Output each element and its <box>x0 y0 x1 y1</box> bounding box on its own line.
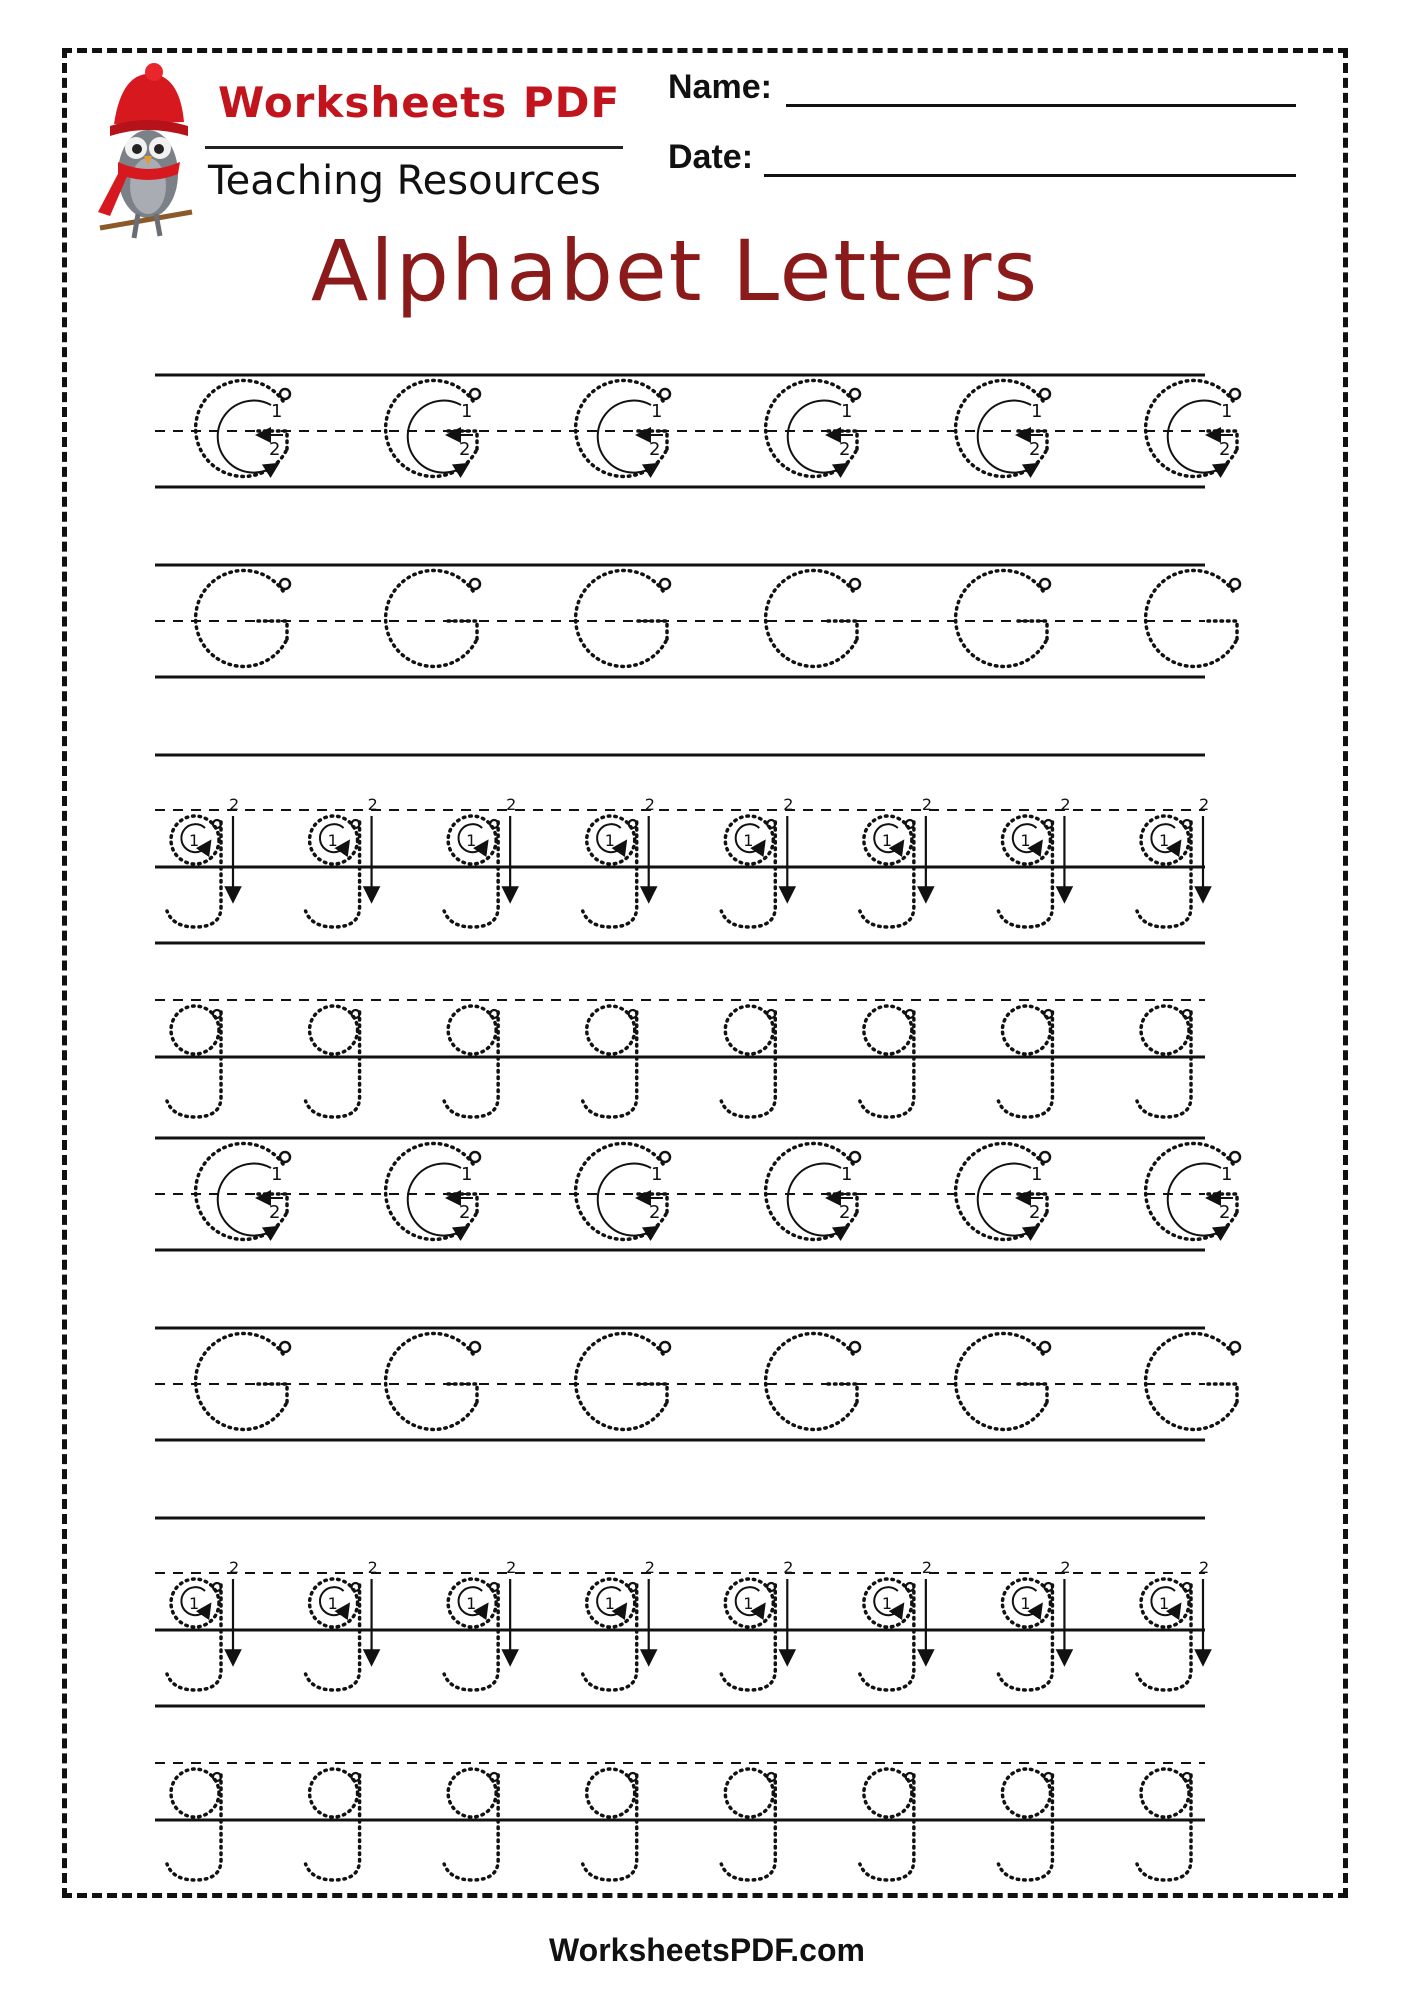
stroke-number-label: 2 <box>229 795 240 814</box>
stroke-number-label: 1 <box>1221 1164 1233 1185</box>
letter-g-upper <box>196 570 287 666</box>
letter-g-upper <box>576 570 667 666</box>
letter-g-upper-bar <box>447 621 477 639</box>
stroke-number-label: 1 <box>327 831 338 850</box>
letter-g-lower-stem <box>444 1775 498 1880</box>
letter-g-lower-stem <box>306 1012 360 1117</box>
letter-g-upper-bar <box>637 1384 667 1402</box>
start-dot-icon <box>280 1152 290 1162</box>
stroke-arrow-icon <box>1168 401 1223 473</box>
letter-g-upper <box>386 1333 477 1429</box>
stroke-number-label: 1 <box>604 831 615 850</box>
stroke-number-label: 2 <box>506 795 517 814</box>
stroke-arrow-icon <box>408 1164 463 1236</box>
stroke-number-label: 2 <box>1029 1202 1041 1223</box>
letter-g-upper <box>1146 1333 1237 1429</box>
letter-g-upper <box>576 1333 667 1429</box>
stroke-number-label: 2 <box>367 795 378 814</box>
letter-g-lower-stem <box>167 1775 221 1880</box>
page-title: Alphabet Letters <box>310 222 1040 320</box>
letter-g-lower-bowl <box>1002 1006 1050 1054</box>
letter-g-upper-bar <box>1017 1384 1047 1402</box>
letter-g-upper <box>956 1333 1047 1429</box>
stroke-number-label: 1 <box>461 401 473 422</box>
stroke-number-label: 1 <box>841 1164 853 1185</box>
letter-g-lower-stem <box>583 1775 637 1880</box>
letter-g-upper <box>386 380 477 476</box>
stroke-number-label: 2 <box>506 1558 517 1577</box>
letter-g-lower-stem <box>444 1012 498 1117</box>
footer-url: WorksheetsPDF.com <box>549 1932 865 1968</box>
start-dot-icon <box>280 389 290 399</box>
brand-subtitle: Teaching Resources <box>208 158 601 204</box>
start-dot-icon <box>1040 579 1050 589</box>
letter-g-lower-bowl <box>448 1006 496 1054</box>
stroke-arrow-icon <box>598 401 653 473</box>
stroke-arrow-icon <box>978 1164 1033 1236</box>
stroke-number-label: 2 <box>1199 1558 1210 1577</box>
letter-g-upper-bar <box>827 1384 857 1402</box>
stroke-number-label: 1 <box>651 401 663 422</box>
stroke-number-label: 2 <box>269 439 281 460</box>
stroke-number-label: 2 <box>269 1202 281 1223</box>
letter-g-lower-bowl <box>864 1006 912 1054</box>
start-dot-icon <box>850 389 860 399</box>
stroke-number-label: 2 <box>783 795 794 814</box>
stroke-number-label: 2 <box>1199 795 1210 814</box>
letter-g-lower-stem <box>721 1775 775 1880</box>
stroke-number-label: 2 <box>1219 439 1231 460</box>
start-dot-icon <box>1040 389 1050 399</box>
start-dot-icon <box>1230 1152 1240 1162</box>
stroke-number-label: 2 <box>459 1202 471 1223</box>
brand-title: Worksheets PDF <box>218 78 621 127</box>
start-dot-icon <box>1040 1342 1050 1352</box>
letter-g-lower-stem <box>998 1012 1052 1117</box>
letter-g-lower-bowl <box>448 1769 496 1817</box>
letter-g-lower-bowl <box>171 1006 219 1054</box>
stroke-number-label: 1 <box>189 1594 200 1613</box>
start-dot-icon <box>850 579 860 589</box>
stroke-number-label: 1 <box>1159 1594 1170 1613</box>
stroke-number-label: 1 <box>743 1594 754 1613</box>
letter-g-upper-bar <box>257 621 287 639</box>
stroke-number-label: 2 <box>1219 1202 1231 1223</box>
letter-g-upper <box>576 1143 667 1239</box>
start-dot-icon <box>1230 579 1240 589</box>
stroke-number-label: 2 <box>1029 439 1041 460</box>
start-dot-icon <box>470 579 480 589</box>
letter-g-lower-stem <box>860 1775 914 1880</box>
stroke-number-label: 2 <box>839 439 851 460</box>
stroke-number-label: 1 <box>841 401 853 422</box>
start-dot-icon <box>660 1152 670 1162</box>
letter-g-lower-stem <box>306 1775 360 1880</box>
letter-g-upper <box>766 380 857 476</box>
stroke-arrow-icon <box>598 1164 653 1236</box>
letter-g-upper <box>1146 1143 1237 1239</box>
letter-g-upper <box>766 1333 857 1429</box>
letter-g-lower-bowl <box>864 1769 912 1817</box>
start-dot-icon <box>1230 1342 1240 1352</box>
letter-g-upper <box>576 380 667 476</box>
letter-g-lower-bowl <box>725 1769 773 1817</box>
stroke-number-label: 1 <box>189 831 200 850</box>
letter-g-upper-bar <box>1017 621 1047 639</box>
stroke-number-label: 1 <box>461 1164 473 1185</box>
start-dot-icon <box>470 389 480 399</box>
stroke-number-label: 2 <box>229 1558 240 1577</box>
start-dot-icon <box>280 1342 290 1352</box>
stroke-number-label: 1 <box>1031 401 1043 422</box>
letter-g-lower-bowl <box>1141 1769 1189 1817</box>
stroke-number-label: 1 <box>743 831 754 850</box>
start-dot-icon <box>1040 1152 1050 1162</box>
stroke-number-label: 2 <box>644 795 655 814</box>
letter-g-lower-stem <box>998 1775 1052 1880</box>
letter-g-upper <box>766 570 857 666</box>
letter-g-lower-stem <box>1137 1775 1191 1880</box>
stroke-number-label: 1 <box>604 1594 615 1613</box>
stroke-number-label: 2 <box>1060 1558 1071 1577</box>
start-dot-icon <box>660 1342 670 1352</box>
stroke-number-label: 1 <box>1020 1594 1031 1613</box>
stroke-number-label: 2 <box>459 439 471 460</box>
stroke-arrow-icon <box>218 401 273 473</box>
stroke-number-label: 2 <box>644 1558 655 1577</box>
letter-g-lower-bowl <box>310 1006 358 1054</box>
stroke-arrow-icon <box>788 401 843 473</box>
start-dot-icon <box>660 389 670 399</box>
letter-g-upper <box>1146 380 1237 476</box>
stroke-number-label: 2 <box>839 1202 851 1223</box>
letter-g-upper <box>956 380 1047 476</box>
letter-g-upper <box>386 570 477 666</box>
letter-g-lower-bowl <box>725 1006 773 1054</box>
start-dot-icon <box>850 1342 860 1352</box>
stroke-arrow-icon <box>218 1164 273 1236</box>
stroke-number-label: 2 <box>921 795 933 814</box>
name-label: Name: <box>668 68 772 106</box>
start-dot-icon <box>280 579 290 589</box>
stroke-number-label: 1 <box>881 831 893 850</box>
letter-g-upper <box>196 380 287 476</box>
date-label: Date: <box>668 138 754 176</box>
stroke-number-label: 1 <box>881 1594 893 1613</box>
start-dot-icon <box>1230 389 1240 399</box>
letter-g-lower-stem <box>1137 1012 1191 1117</box>
stroke-number-label: 1 <box>466 1594 477 1613</box>
stroke-number-label: 1 <box>327 1594 338 1613</box>
letter-g-lower-stem <box>721 1012 775 1117</box>
letter-g-upper-bar <box>257 1384 287 1402</box>
start-dot-icon <box>850 1152 860 1162</box>
start-dot-icon <box>660 579 670 589</box>
letter-g-upper-bar <box>447 1384 477 1402</box>
letter-g-upper <box>1146 570 1237 666</box>
letter-g-upper-bar <box>1207 1384 1237 1402</box>
letter-g-upper <box>386 1143 477 1239</box>
letter-g-lower-bowl <box>1141 1006 1189 1054</box>
letter-g-upper-bar <box>637 621 667 639</box>
letter-g-upper <box>956 1143 1047 1239</box>
stroke-number-label: 1 <box>466 831 477 850</box>
letter-g-upper-bar <box>1207 621 1237 639</box>
stroke-number-label: 2 <box>783 1558 794 1577</box>
letter-g-upper <box>766 1143 857 1239</box>
stroke-number-label: 1 <box>1020 831 1031 850</box>
stroke-number-label: 1 <box>271 1164 283 1185</box>
letter-g-lower-bowl <box>587 1006 635 1054</box>
stroke-number-label: 2 <box>367 1558 378 1577</box>
letter-g-lower-bowl <box>587 1769 635 1817</box>
stroke-number-label: 2 <box>649 1202 661 1223</box>
start-dot-icon <box>470 1342 480 1352</box>
letter-g-upper <box>956 570 1047 666</box>
stroke-number-label: 1 <box>1221 401 1233 422</box>
stroke-arrow-icon <box>408 401 463 473</box>
stroke-number-label: 1 <box>1159 831 1170 850</box>
letter-g-lower-stem <box>167 1012 221 1117</box>
stroke-arrow-icon <box>788 1164 843 1236</box>
letter-g-lower-bowl <box>171 1769 219 1817</box>
letter-g-lower-stem <box>860 1012 914 1117</box>
start-dot-icon <box>470 1152 480 1162</box>
stroke-number-label: 1 <box>651 1164 663 1185</box>
letter-g-lower-bowl <box>1002 1769 1050 1817</box>
letter-g-lower-bowl <box>310 1769 358 1817</box>
letter-g-upper <box>196 1143 287 1239</box>
stroke-number-label: 2 <box>1060 795 1071 814</box>
letter-g-lower-stem <box>583 1012 637 1117</box>
stroke-number-label: 1 <box>1031 1164 1043 1185</box>
letter-g-upper-bar <box>827 621 857 639</box>
letter-g-upper <box>196 1333 287 1429</box>
stroke-number-label: 2 <box>921 1558 933 1577</box>
stroke-number-label: 2 <box>649 439 661 460</box>
stroke-arrow-icon <box>1168 1164 1223 1236</box>
stroke-number-label: 1 <box>271 401 283 422</box>
stroke-arrow-icon <box>978 401 1033 473</box>
